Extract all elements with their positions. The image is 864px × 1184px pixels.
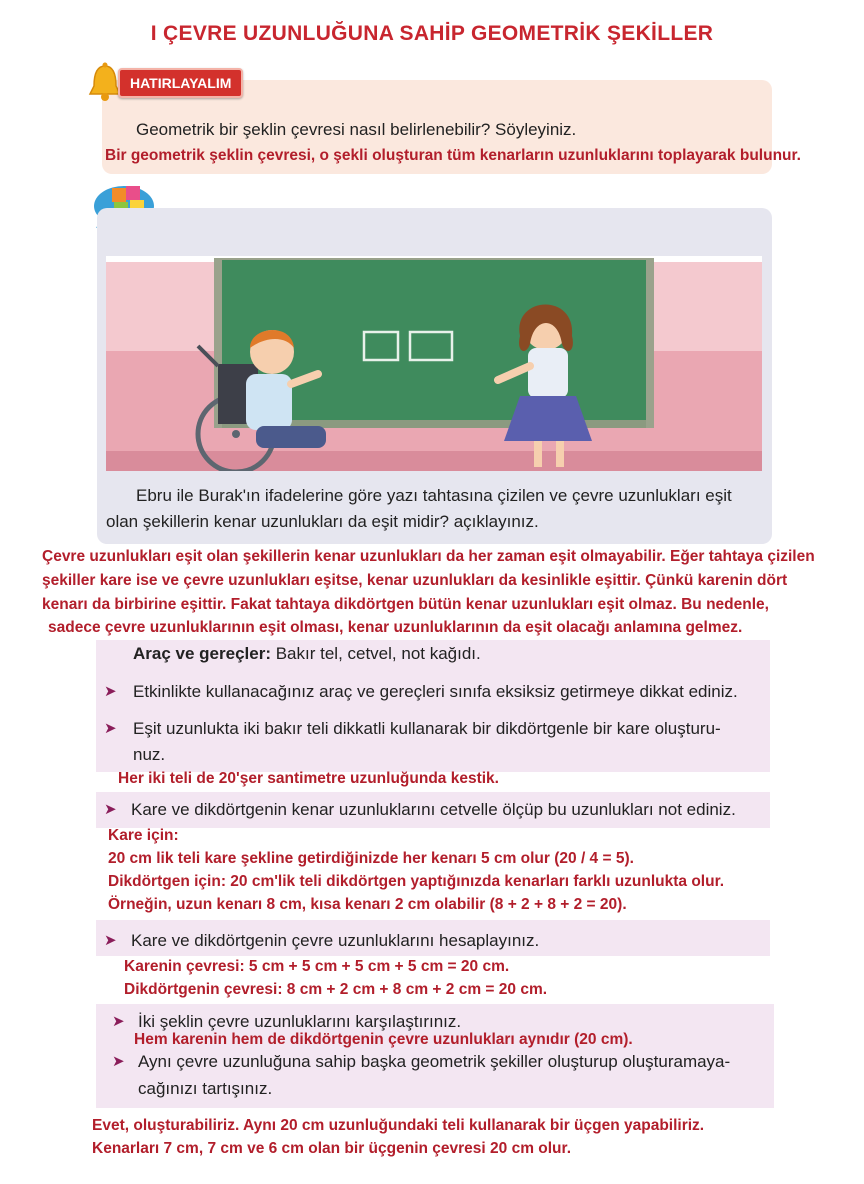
step4-text: Kare ve dikdörtgenin çevre uzunluklarını hesaplayınız. <box>131 931 540 950</box>
scene-question-line2: olan şekillerin kenar uzunlukları da eşit midir? açıklayınız. <box>106 512 539 531</box>
step3-text: Kare ve dikdörtgenin kenar uzunluklarını cetvelle ölçüp bu uzunlukları not ediniz. <box>131 800 736 819</box>
step1-text: Etkinlikte kullanacağınız araç ve gereçleri sınıfa eksiksiz getirmeye dikkat ediniz. <box>133 682 738 701</box>
remember-question: Geometrik bir şeklin çevresi nasıl belirlenebilir? Söyleyiniz. <box>136 120 577 139</box>
step5-text: İki şeklin çevre uzunluklarını karşılaştırınız. <box>138 1012 462 1031</box>
remember-answer: Bir geometrik şeklin çevresi, o şekli oluşturan tüm kenarların uzunluklarını toplayarak bulunur. <box>105 147 801 164</box>
remember-badge: HATIRLAYALIM <box>118 68 243 98</box>
step3-answer-line: 20 cm lik teli kare şekline getirdiğinizde her kenarı 5 cm olur (20 / 4 = 5). <box>108 850 634 867</box>
scene-answer-line: kenarı da birbirine eşittir. Fakat tahtaya dikdörtgen bütün kenar uzunlukları eşit olmaz. Bu nedenle, <box>42 596 769 613</box>
scene-answer-line: şekiller kare ise ve çevre uzunlukları eşitse, kenar uzunlukları da kesinlikle eşittir. Çünkü karenin dört <box>42 572 788 589</box>
step6-line1: Aynı çevre uzunluğuna sahip başka geometrik şekiller oluşturup oluşturamaya- <box>138 1052 731 1071</box>
tools-line <box>133 644 481 664</box>
step2-line1: Eşit uzunlukta iki bakır teli dikkatli kullanarak bir dikdörtgenle bir kare oluşturu- <box>133 719 721 738</box>
step3-answer-line: Örneğin, uzun kenarı 8 cm, kısa kenarı 2 cm olabilir (8 + 2 + 8 + 2 = 20). <box>108 896 627 913</box>
step2-answer: Her iki teli de 20'şer santimetre uzunluğunda kestik. <box>118 770 499 787</box>
arrow-bullet-icon: ➤ <box>112 1053 125 1070</box>
page-title: I ÇEVRE UZUNLUĞUNA SAHİP GEOMETRİK ŞEKİLLER <box>150 22 714 45</box>
step4-answer-line: Dikdörtgenin çevresi: 8 cm + 2 cm + 8 cm + 2 cm = 20 cm. <box>124 981 548 998</box>
tools-label: Araç ve gereçler: <box>133 644 271 663</box>
arrow-bullet-icon: ➤ <box>104 801 117 818</box>
scene-question-line1: Ebru ile Burak'ın ifadelerine göre yazı tahtasına çizilen ve çevre uzunlukları eşit <box>136 486 732 505</box>
bell-icon <box>88 60 122 104</box>
arrow-bullet-icon: ➤ <box>104 932 117 949</box>
arrow-bullet-icon: ➤ <box>104 683 117 700</box>
step3-answer-line: Kare için: <box>108 827 179 844</box>
scene-answer-line: sadece çevre uzunluklarının eşit olması, kenar uzunluklarının da eşit olacağı anlamına gelmez. <box>48 619 743 636</box>
arrow-bullet-icon: ➤ <box>104 720 117 737</box>
scene-answer-line: Çevre uzunlukları eşit olan şekillerin kenar uzunlukları da her zaman eşit olmayabilir. Eğer tahtaya çizilen <box>42 548 815 565</box>
final-answer-line2: Kenarları 7 cm, 7 cm ve 6 cm olan bir üçgenin çevresi 20 cm olur. <box>92 1140 572 1157</box>
step6-line2: cağınızı tartışınız. <box>138 1079 273 1098</box>
arrow-bullet-icon: ➤ <box>112 1013 125 1030</box>
step4-answer-line: Karenin çevresi: 5 cm + 5 cm + 5 cm + 5 cm = 20 cm. <box>124 958 510 975</box>
final-answer-line1: Evet, oluşturabiliriz. Aynı 20 cm uzunluğundaki teli kullanarak bir üçgen yapabiliriz. <box>92 1117 705 1134</box>
step5-answer: Hem karenin hem de dikdörtgenin çevre uzunlukları aynıdır (20 cm). <box>134 1031 633 1048</box>
step3-answer-line: Dikdörtgen için: 20 cm'lik teli dikdörtgen yaptığınızda kenarları farklı uzunlukta olur. <box>108 873 725 890</box>
step2-line2: nuz. <box>133 745 166 764</box>
classroom-illustration <box>106 256 762 471</box>
tools-value: Bakır tel, cetvel, not kağıdı. <box>270 644 481 663</box>
